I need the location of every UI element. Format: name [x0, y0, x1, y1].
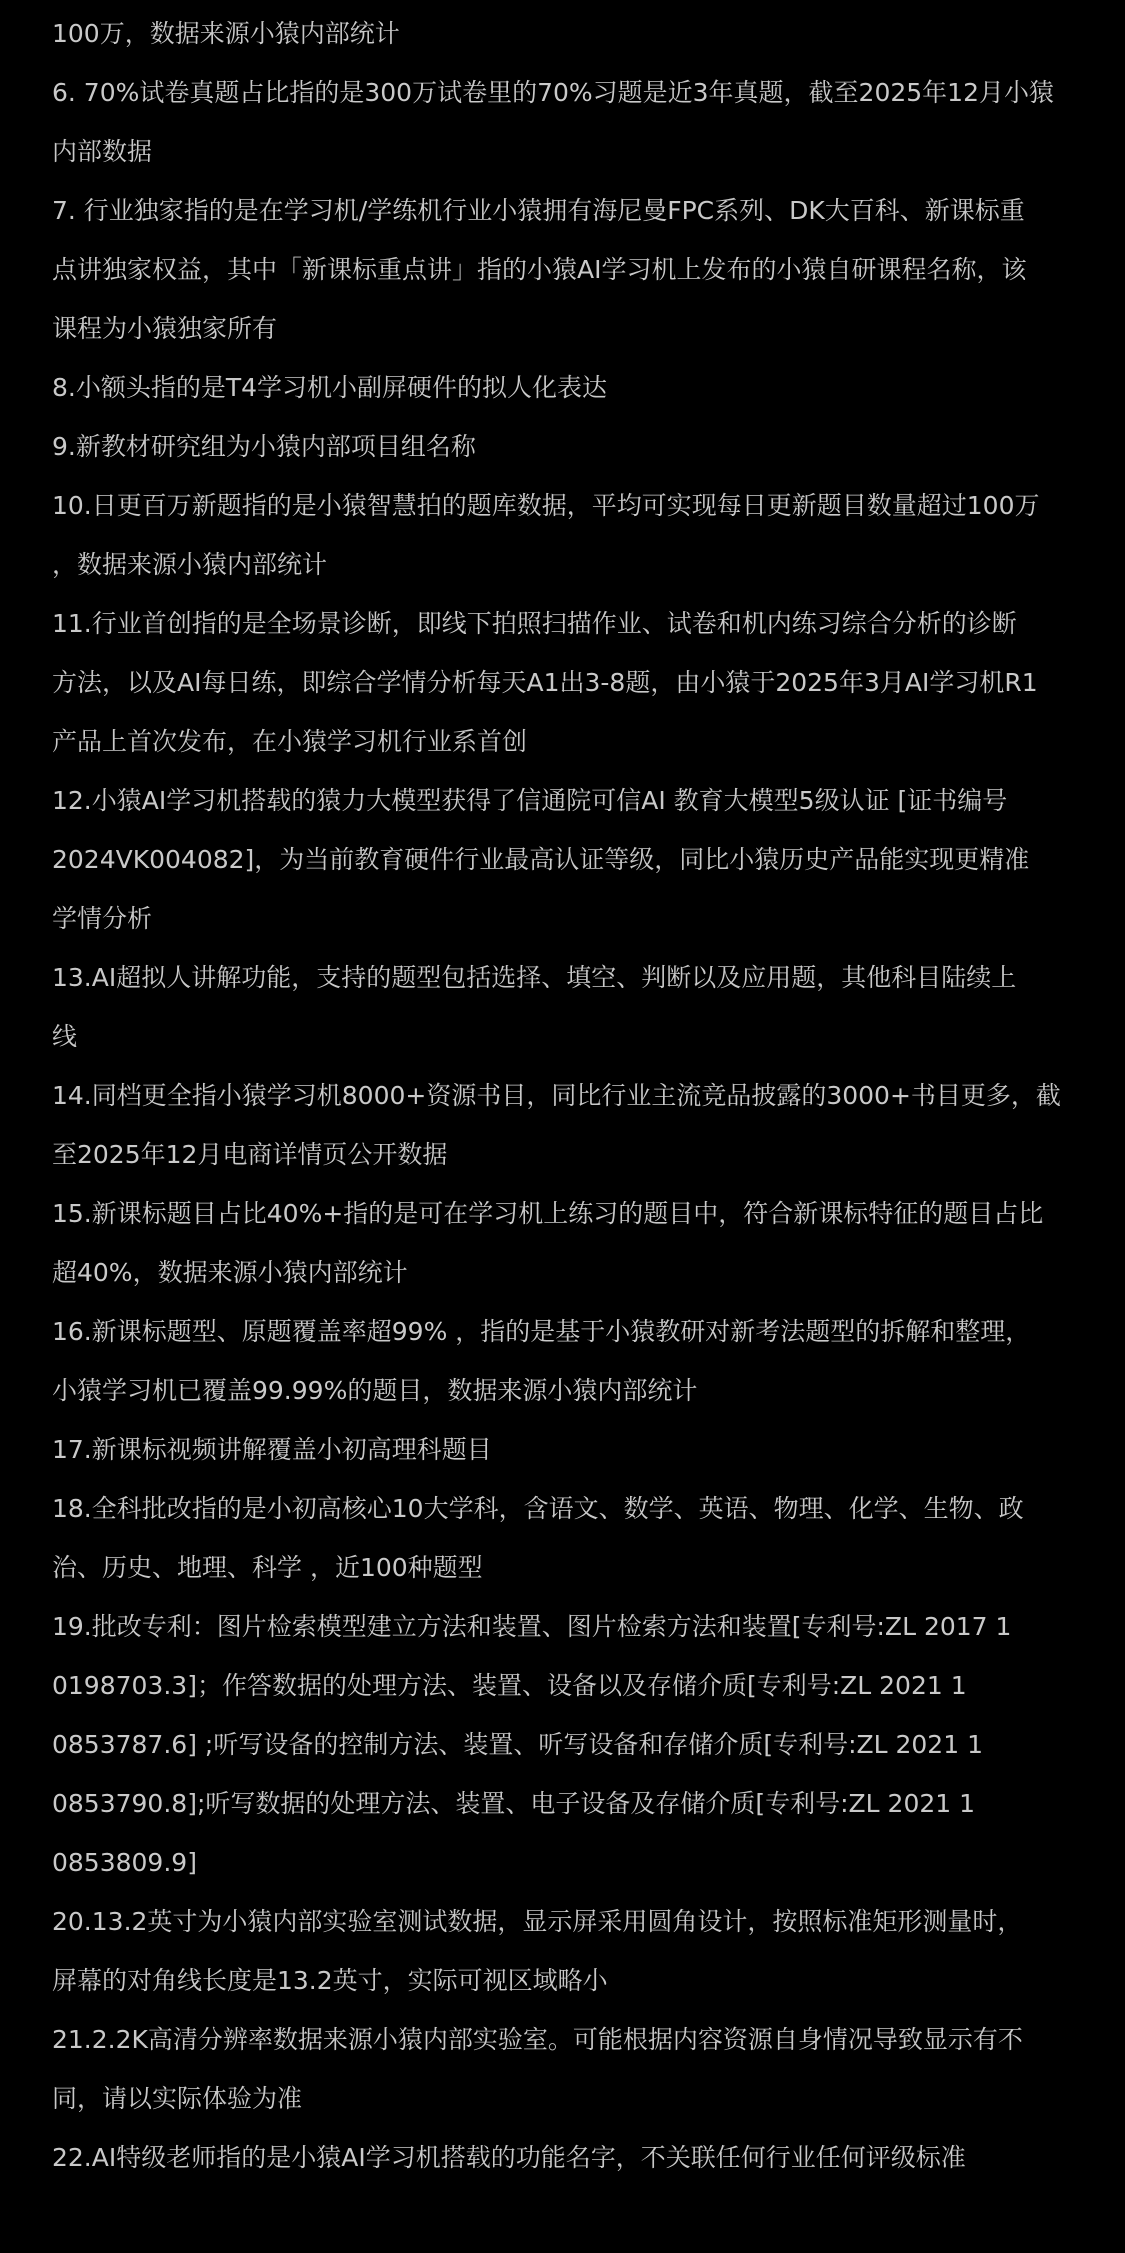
text-line: 2024VK004082]，为当前教育硬件行业最高认证等级，同比小猿历史产品能实现更精准: [52, 845, 1030, 874]
text-line: 内部数据: [52, 137, 153, 166]
text-line: 12.小猿AI学习机搭载的猿力大模型获得了信通院可信AI 教育大模型5级认证 [证书编号: [52, 786, 1008, 815]
text-line: 线: [52, 1022, 78, 1051]
text-line: 课程为小猿独家所有: [52, 314, 278, 343]
text-line: 16.新课标题型、原题覆盖率超99% ，指的是基于小猿教研对新考法题型的拆解和整理，: [52, 1317, 1031, 1346]
text-line: 6. 70%试卷真题占比指的是300万试卷里的70%习题是近3年真题，截至2025年12月小猿: [52, 78, 1054, 107]
text-line: 10.日更百万新题指的是小猿智慧拍的题库数据，平均可实现每日更新题目数量超过100万: [52, 491, 1040, 520]
text-line: 0198703.3]；作答数据的处理方法、装置、设备以及存储介质[专利号:ZL 2021 1: [52, 1671, 967, 1700]
text-line: 0853809.9]: [52, 1848, 197, 1877]
text-line: 超40%，数据来源小猿内部统计: [52, 1258, 408, 1287]
text-line: 21.2.2K高清分辨率数据来源小猿内部实验室。可能根据内容资源自身情况导致显示有不: [52, 2025, 1023, 2054]
text-line: 22.AI特级老师指的是小猿AI学习机搭载的功能名字，不关联任何行业任何评级标准: [52, 2143, 966, 2172]
text-line: 产品上首次发布，在小猿学习机行业系首创: [52, 727, 528, 756]
text-line: 同，请以实际体验为准: [52, 2084, 303, 2113]
text-line: 0853787.6] ;听写设备的控制方法、装置、听写设备和存储介质[专利号:ZL 2021 1: [52, 1730, 983, 1759]
text-line: 治、历史、地理、科学 ，近100种题型: [52, 1553, 483, 1582]
text-line: 9.新教材研究组为小猿内部项目组名称: [52, 432, 476, 461]
text-line: 20.13.2英寸为小猿内部实验室测试数据，显示屏采用圆角设计，按照标准矩形测量时，: [52, 1907, 1023, 1936]
text-line: 19.批改专利：图片检索模型建立方法和装置、图片检索方法和装置[专利号:ZL 2017 1: [52, 1612, 1012, 1641]
text-line: 13.AI超拟人讲解功能，支持的题型包括选择、填空、判断以及应用题，其他科目陆续上: [52, 963, 1017, 992]
text-line: 14.同档更全指小猿学习机8000+资源书目，同比行业主流竞品披露的3000+书目更多，截: [52, 1081, 1061, 1110]
text-line: 至2025年12月电商详情页公开数据: [52, 1140, 448, 1169]
text-line: 学情分析: [52, 904, 153, 933]
text-line: 100万，数据来源小猿内部统计: [52, 19, 400, 48]
text-line: 11.行业首创指的是全场景诊断，即线下拍照扫描作业、试卷和机内练习综合分析的诊断: [52, 609, 1017, 638]
text-line: 方法，以及AI每日练，即综合学情分析每天A1出3-8题，由小猿于2025年3月AI学习机R1: [52, 668, 1038, 697]
footnotes-text-block: [52, 4, 1082, 2187]
text-line: 0853790.8];听写数据的处理方法、装置、电子设备及存储介质[专利号:ZL 2021 1: [52, 1789, 976, 1818]
text-line: 屏幕的对角线长度是13.2英寸，实际可视区域略小: [52, 1966, 608, 1995]
text-line: 17.新课标视频讲解覆盖小初高理科题目: [52, 1435, 492, 1464]
text-line: 8.小额头指的是T4学习机小副屏硬件的拟人化表达: [52, 373, 608, 402]
text-line: ，数据来源小猿内部统计: [52, 550, 328, 579]
text-line: 点讲独家权益，其中「新课标重点讲」指的小猿AI学习机上发布的小猿自研课程名称，该: [52, 255, 1027, 284]
text-line: 18.全科批改指的是小初高核心10大学科，含语文、数学、英语、物理、化学、生物、政: [52, 1494, 1024, 1523]
text-line: 小猿学习机已覆盖99.99%的题目，数据来源小猿内部统计: [52, 1376, 698, 1405]
text-line: 15.新课标题目占比40%+指的是可在学习机上练习的题目中，符合新课标特征的题目占比: [52, 1199, 1044, 1228]
text-line: 7. 行业独家指的是在学习机/学练机行业小猿拥有海尼曼FPC系列、DK大百科、新课标重: [52, 196, 1025, 225]
